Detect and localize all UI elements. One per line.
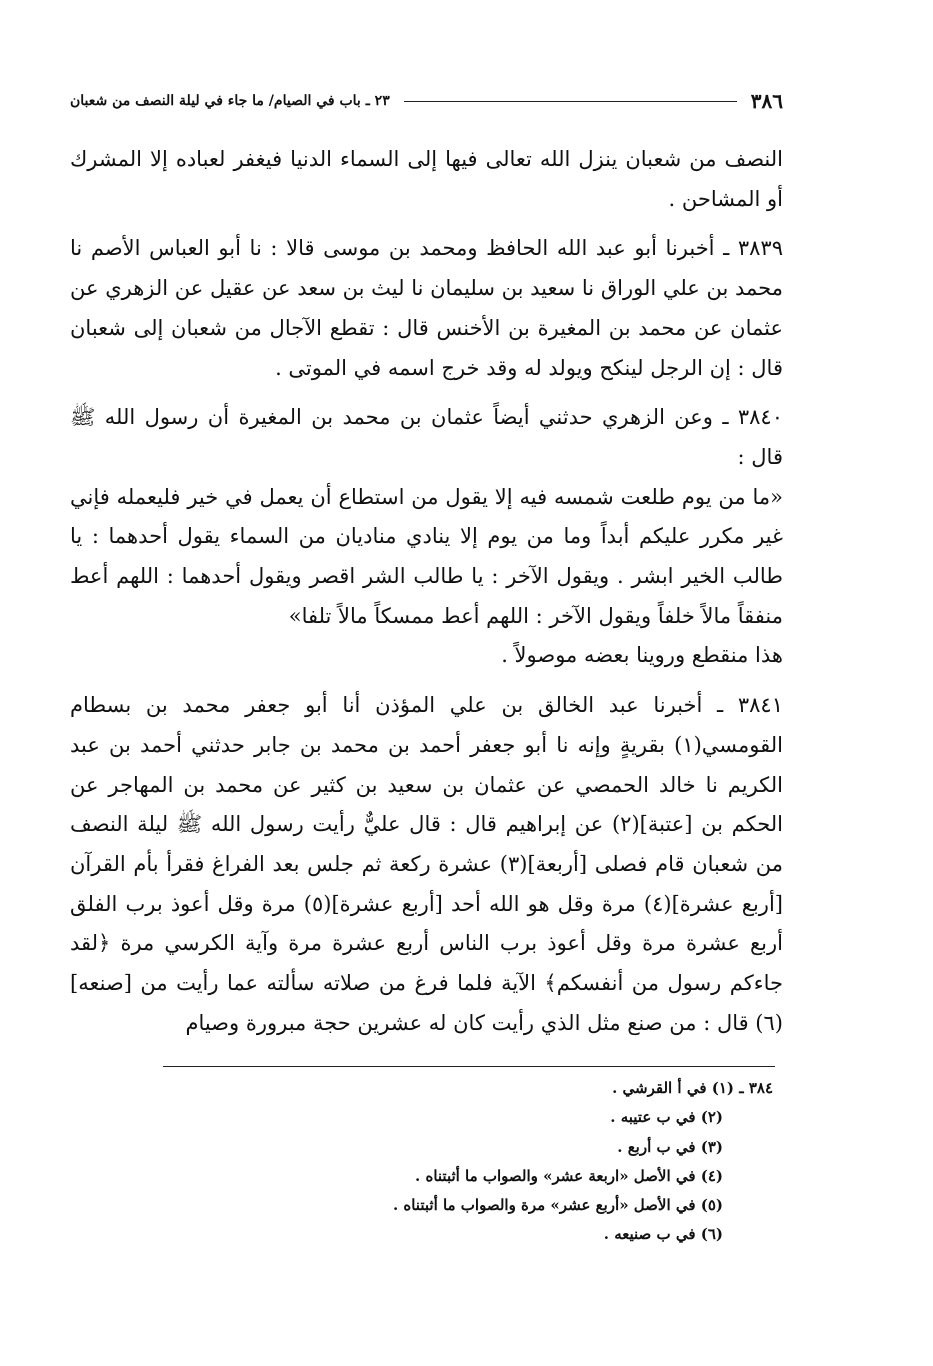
- page-number: ٣٨٦: [750, 89, 783, 113]
- footnote-item: (٥) في الأصل «أربع عشر» مرة والصواب ما أثبتناه .: [392, 1196, 723, 1215]
- hadith-3840-quote: «ما من يوم طلعت شمسه فيه إلا يقول من استطاع أن يعمل في خير فليعمله فإني غير مكرر عليكم أبداً وما من يوم إلا ينادي مناديان من السماء يقول أحدهما : يا طالب الخير ابشر . ويقول الآخر : يا طالب الشر اقصر ويقول أحدهما : اللهم أعط منفقاً مالاً خلفاً ويقول الآخر : اللهم أعط ممسكاً مالاً تلفا»: [70, 484, 783, 628]
- hadith-3840-note: هذا منقطع وروينا بعضه موصولاً .: [501, 643, 783, 668]
- footnote-separator: [163, 1066, 775, 1067]
- footnote-item: (٤) في الأصل «اربعة عشر» والصواب ما أثبتناه .: [415, 1166, 723, 1185]
- footnote-item: ٣٨٤ ـ (١) في أ القرشي .: [612, 1079, 773, 1097]
- footnotes: [163, 1074, 773, 1250]
- hadith-3841: ٣٨٤١ ـ أخبرنا عبد الخالق بن علي المؤذن أنا أبو جعفر محمد بن بسطام القومسي(١) بقريةٍ وإنه نا أبو جعفر أحمد بن محمد بن جابر حدثني أحمد بن عبد الكريم نا خالد الحمصي عن عثمان بن سعيد بن كثير عن محمد بن المهاجر عن الحكم بن [عتبة](٢) عن إبراهيم قال : قال عليٌّ رأيت رسول الله ﷺ ليلة النصف من شعبان قام فصلى [أربعة](٣) عشرة ركعة ثم جلس بعد الفراغ فقرأ بأم القرآن [أربع عشرة](٤) مرة وقل هو الله أحد [أربع عشرة](٥) مرة وقل أعوذ برب الفلق أربع عشرة مرة وقل أعوذ برب الناس أربع عشرة مرة وآية الكرسي مرة ﴿لقد جاءكم رسول من أنفسكم﴾ الآية فلما فرغ من صلاته سألته عما رأيت من [صنعه](٦) قال : من صنع مثل الذي رأيت كان له عشرين حجة مبرورة وصيام: [70, 693, 784, 1035]
- paragraph-continuation: النصف من شعبان ينزل الله تعالى فيها إلى السماء الدنيا فيغفر لعباده إلا المشرك أو المشاحن .: [70, 147, 783, 211]
- hadith-3839: ٣٨٣٩ ـ أخبرنا أبو عبد الله الحافظ ومحمد بن موسى قالا : نا أبو العباس الأصم نا محمد بن علي الوراق نا سعيد بن سليمان نا ليث بن سعد عن عقيل عن الزهري عن عثمان عن محمد بن المغيرة بن الأخنس قال : تقطع الآجال من شعبان إلى شعبان قال : إن الرجل لينكح ويولد له وقد خرج اسمه في الموتى .: [70, 236, 783, 380]
- page-header: [70, 88, 783, 114]
- hadith-3840-intro: ٣٨٤٠ ـ وعن الزهري حدثني أيضاً عثمان بن محمد بن المغيرة أن رسول الله ﷺ قال :: [70, 405, 783, 469]
- footnote-item: (٣) في ب أربع .: [617, 1137, 723, 1156]
- footnote-item: (٦) في ب صنيعه .: [603, 1225, 723, 1244]
- footnote-item: (٢) في ب عتيبه .: [610, 1108, 723, 1127]
- running-title: ٢٣ ـ باب في الصيام/ ما جاء في ليلة النصف من شعبان: [70, 93, 390, 109]
- header-rule: [404, 101, 737, 102]
- main-text: [70, 140, 783, 1053]
